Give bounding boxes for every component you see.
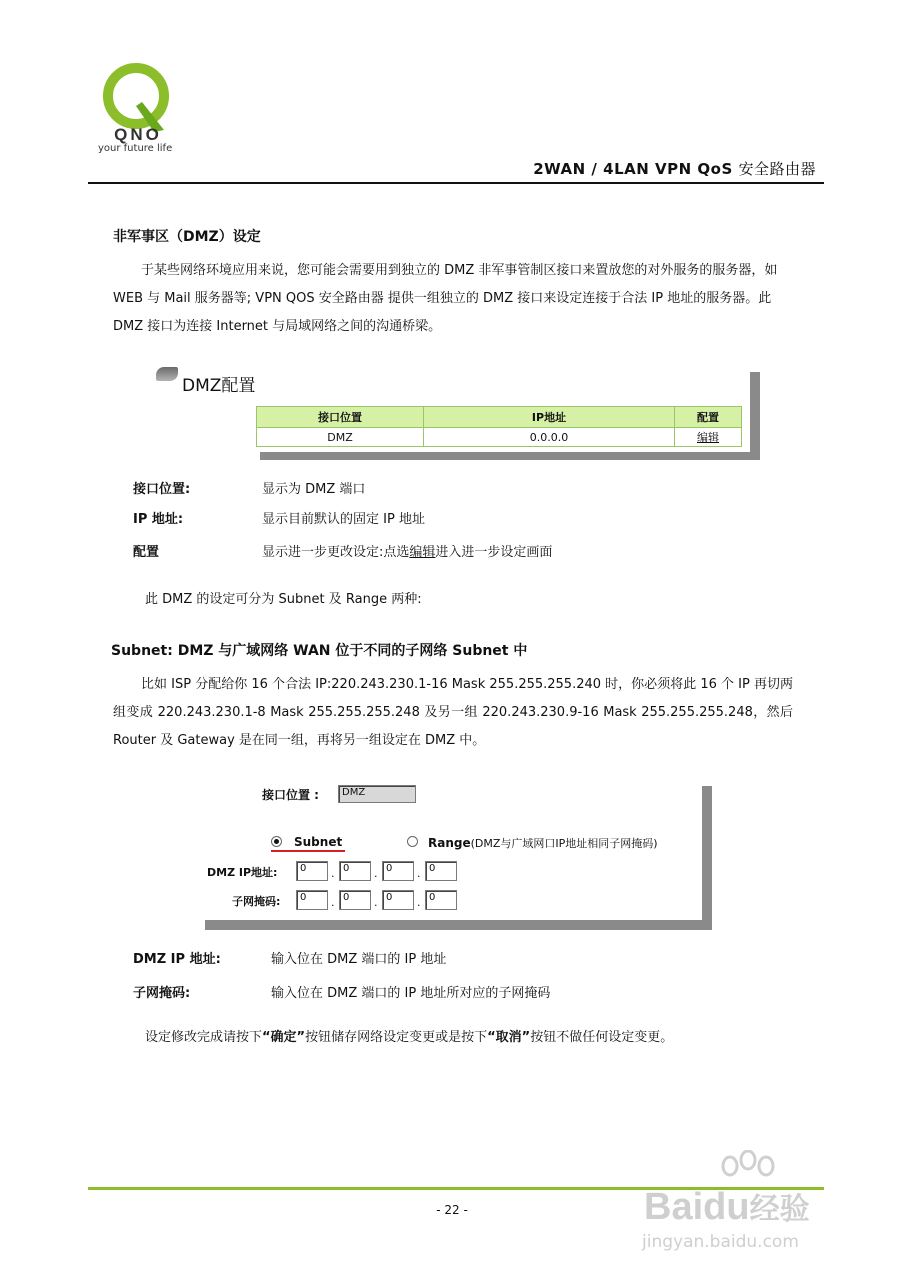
watermark-brand-2: du (703, 1186, 750, 1228)
page-number: - 22 - (436, 1203, 468, 1217)
dot-separator: . (417, 867, 421, 880)
def-label-interface: 接口位置: (133, 482, 191, 497)
watermark-brand (644, 1184, 810, 1229)
def2-label-ip: DMZ IP 地址: (133, 952, 221, 967)
table-row (257, 428, 742, 447)
intro-paragraph: 于某些网络环境应用来说，您可能会需要用到独立的 DMZ 非军事管制区接口来置放您的对外服务的服务器，如 WEB 与 Mail 服务器等; VPN QOS 安全路由器 提供一组独立的 DMZ 接口来设定连接于合法 IP 地址的服务器。此 DMZ 接口为连接 Internet 与局域网络之间的沟通桥梁。 (113, 263, 778, 334)
range-label-text: Range (428, 836, 471, 850)
logo-tagline: your future life (98, 143, 173, 154)
dot-separator: . (417, 896, 421, 909)
col-ip: IP地址 (424, 407, 675, 428)
range-note: (DMZ与广域网口IP地址相同子网掩码) (470, 837, 658, 850)
mask-octet-1[interactable]: 0 (296, 890, 328, 910)
dmz-ip-octet-4[interactable]: 0 (425, 861, 457, 881)
cell-ip: 0.0.0.0 (424, 428, 675, 447)
closing-note (145, 1026, 673, 1045)
def-value-config-post: 进入进一步设定画面 (435, 545, 553, 560)
subnet-paragraph: 比如 ISP 分配给你 16 个合法 IP:220.243.230.1-16 Mask 255.255.255.240 时，你必须将此 16 个 IP 再切两组变成 220.243.230.1-8 Mask 255.255.255.248 及另一组 220.243.230.9-16 Mask 255.255.255.248，然后 Router 及 Gateway 是在同一组，再将另一组设定在 DMZ 中。 (113, 677, 793, 748)
def2-value-ip: 输入位在 DMZ 端口的 IP 地址 (271, 952, 447, 967)
subnet-underline (271, 850, 345, 852)
dmz-panel-icon (156, 367, 178, 381)
cell-interface: DMZ (257, 428, 424, 447)
dot-separator: . (374, 896, 378, 909)
closing-cancel: “取消” (487, 1030, 531, 1045)
closing-mid: 按钮储存网络设定变更或是按下 (305, 1030, 488, 1045)
dot-separator: . (331, 896, 335, 909)
dmz-ip-octet-1[interactable]: 0 (296, 861, 328, 881)
iface-label: 接口位置 : (262, 788, 319, 802)
mask-octet-3[interactable]: 0 (382, 890, 414, 910)
split-note: 此 DMZ 的设定可分为 Subnet 及 Range 两种: (145, 592, 422, 607)
col-interface: 接口位置 (257, 407, 424, 428)
edit-link-text[interactable]: 编辑 (697, 431, 719, 444)
watermark-url: jingyan.baidu.com (642, 1232, 799, 1252)
iface-field[interactable]: DMZ (338, 785, 416, 803)
dot-separator: . (374, 867, 378, 880)
watermark-zh: 经验 (749, 1193, 810, 1226)
subnet-mask-label: 子网掩码: (232, 895, 281, 908)
panel-shadow-right (750, 372, 760, 460)
closing-ok: “确定” (262, 1030, 306, 1045)
closing-post: 按钮不做任何设定变更。 (530, 1030, 674, 1045)
section-heading: 非军事区（DMZ）设定 (113, 229, 261, 245)
document-title (533, 158, 816, 179)
header-rule (88, 182, 824, 184)
form-shadow-bottom (205, 920, 712, 930)
dmz-table (256, 406, 742, 447)
range-radio-label[interactable] (428, 835, 658, 851)
def-value-interface: 显示为 DMZ 端口 (262, 482, 366, 497)
col-config: 配置 (675, 407, 742, 428)
table-header-row (257, 407, 742, 428)
dot-separator: . (331, 867, 335, 880)
def-label-config: 配置 (133, 545, 160, 560)
form-shadow-right (702, 786, 712, 930)
document-title-zh: 安全路由器 (738, 160, 816, 178)
dmz-ip-label: DMZ IP地址: (207, 866, 278, 879)
mask-octet-2[interactable]: 0 (339, 890, 371, 910)
def-value-config (262, 541, 552, 560)
def2-label-mask: 子网掩码: (133, 986, 191, 1001)
watermark-brand-1: Bai (644, 1186, 704, 1228)
def-value-ip: 显示目前默认的固定 IP 地址 (262, 512, 425, 527)
def2-value-mask: 输入位在 DMZ 端口的 IP 地址所对应的子网掩码 (271, 986, 551, 1001)
subnet-heading: Subnet: DMZ 与广域网络 WAN 位于不同的子网络 Subnet 中 (111, 643, 528, 659)
subnet-radio-label[interactable]: Subnet (294, 835, 343, 849)
dmz-panel-title: DMZ配置 (182, 376, 256, 396)
def-value-config-pre: 显示进一步更改设定:点选 (262, 545, 410, 560)
subnet-radio[interactable] (271, 836, 282, 847)
mask-octet-4[interactable]: 0 (425, 890, 457, 910)
panel-shadow-bottom (260, 452, 760, 460)
edit-link[interactable] (675, 428, 742, 447)
def-label-ip: IP 地址: (133, 512, 184, 527)
def-value-config-link: 编辑 (409, 545, 436, 560)
dmz-ip-octet-3[interactable]: 0 (382, 861, 414, 881)
dmz-ip-octet-2[interactable]: 0 (339, 861, 371, 881)
document-title-en: 2WAN / 4LAN VPN QoS (533, 160, 733, 178)
range-radio[interactable] (407, 836, 418, 847)
baidu-watermark (640, 1150, 830, 1260)
closing-pre: 设定修改完成请按下 (145, 1030, 263, 1045)
logo-text: QNO (114, 125, 162, 144)
